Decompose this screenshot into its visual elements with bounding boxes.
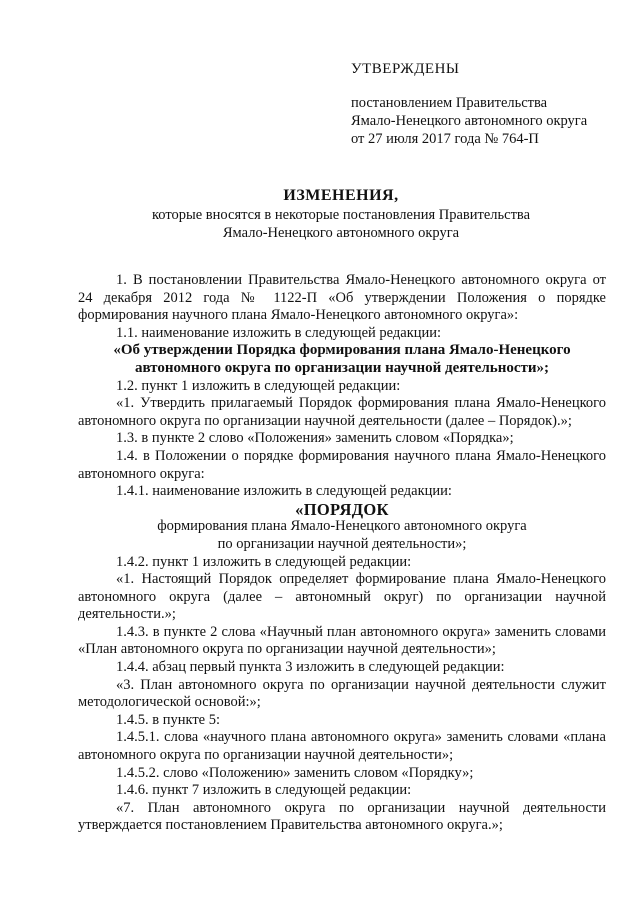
- document-subtitle: которые вносятся в некоторые постановления Правительства: [151, 207, 531, 223]
- paragraph: 1.4.4. абзац первый пункта 3 изложить в следующей редакции:: [116, 659, 505, 676]
- paragraph: 1.3. в пункте 2 слово «Положения» заменить словом «Порядка»;: [116, 430, 514, 447]
- paragraph: 1.2. пункт 1 изложить в следующей редакции:: [116, 377, 401, 394]
- paragraph: 1.4.5. в пункте 5:: [116, 711, 221, 728]
- paragraph: «7. План автономного округа по организации научной деятельности утверждается постановлением Правительства автономного округа.»;: [78, 799, 606, 834]
- document-title-block: [60, 186, 622, 242]
- paragraph: 1.4.2. пункт 1 изложить в следующей редакции:: [116, 553, 412, 570]
- paragraph: «1. Утвердить прилагаемый Порядок формирования плана Ямало-Ненецкого автономного округа по организации научной деятельности (далее – Порядок).»;: [78, 395, 606, 429]
- order-title: «ПОРЯДОК: [295, 499, 389, 519]
- new-name-line: автономного округа по организации научной деятельности»;: [134, 359, 550, 376]
- document-title: ИЗМЕНЕНИЯ,: [283, 187, 399, 204]
- document-body: [78, 272, 606, 835]
- order-subtitle: формирования плана Ямало-Ненецкого автономного округа: [157, 518, 527, 535]
- paragraph: «3. План автономного округа по организации научной деятельности служит методологической основой:»;: [78, 676, 606, 711]
- paragraph: 1.4. в Положении о порядке формирования научного плана Ямало-Ненецкого автономного округа:: [78, 447, 606, 482]
- paragraph: «1. Настоящий Порядок определяет формирование плана Ямало-Ненецкого автономного округа (далее – автономный округ) по организации научной деятельности.»;: [78, 571, 606, 623]
- approval-line: постановлением Правительства: [351, 95, 548, 111]
- paragraph: 1.4.6. пункт 7 изложить в следующей редакции:: [116, 782, 412, 799]
- paragraph: 1.4.5.2. слово «Положению» заменить словом «Порядку»;: [116, 764, 474, 781]
- new-name-line: «Об утверждении Порядка формирования плана Ямало-Ненецкого: [113, 342, 571, 359]
- paragraph: 1. В постановлении Правительства Ямало-Ненецкого автономного округа от 24 декабря 2012 года № 1122-П «Об утверждении Положения о порядке формирования научного плана Ямало-Ненецкого автономного округа»:: [78, 272, 606, 324]
- approval-block: [351, 60, 611, 148]
- document-subtitle: Ямало-Ненецкого автономного округа: [222, 225, 460, 241]
- order-subtitle: по организации научной деятельности»;: [217, 535, 467, 552]
- approval-line: Ямало-Ненецкого автономного округа: [351, 113, 588, 129]
- approval-date-number: от 27 июля 2017 года № 764-П: [351, 131, 539, 147]
- paragraph: 1.4.5.1. слова «научного плана автономного округа» заменить словами «плана автономного округа по организации научной деятельности»;: [78, 729, 606, 764]
- approval-heading: УТВЕРЖДЕНЫ: [351, 61, 460, 77]
- paragraph: 1.1. наименование изложить в следующей редакции:: [116, 324, 442, 341]
- paragraph: 1.4.3. в пункте 2 слова «Научный план автономного округа» заменить словами «План автономного округа по организации научной деятельности»;: [78, 623, 606, 658]
- paragraph: 1.4.1. наименование изложить в следующей редакции:: [116, 483, 452, 500]
